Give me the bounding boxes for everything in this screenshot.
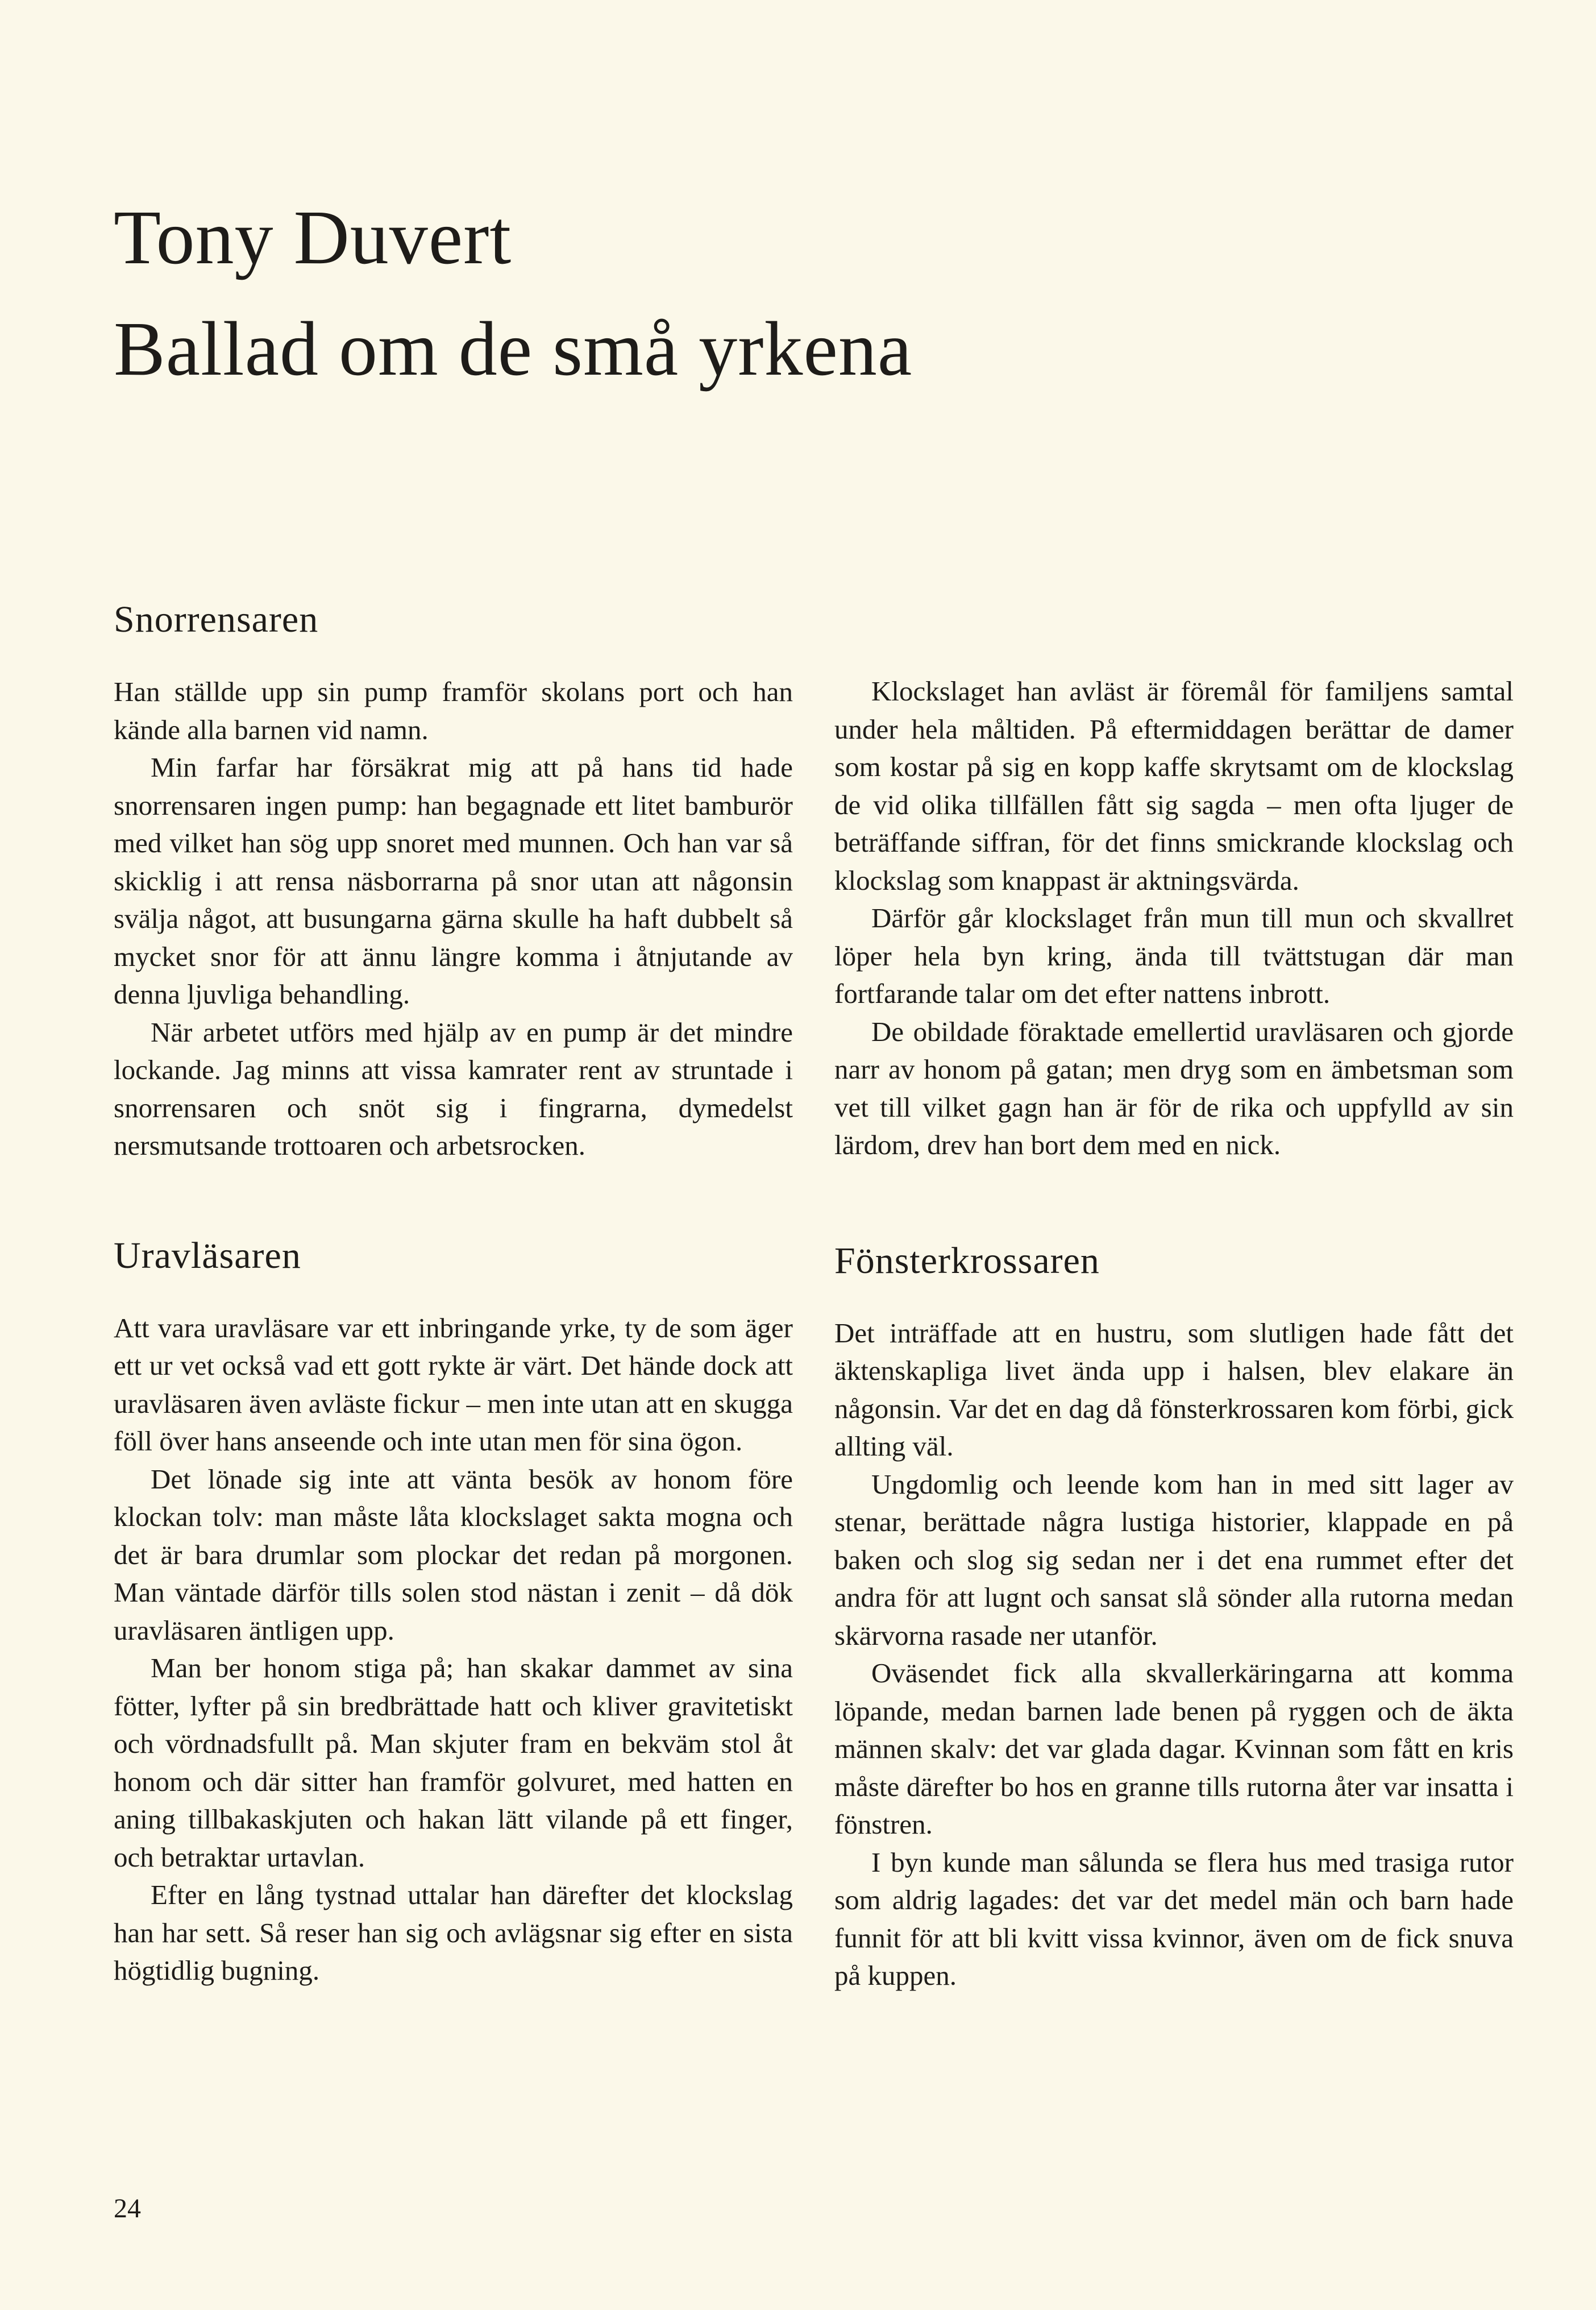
section-snorrensaren [114,597,793,1165]
section-heading: Uravläsaren [114,1234,301,1276]
paragraph: Det lönade sig inte att vänta besök av honom före klockan tolv: man måste låta klockslaget sakta mogna och det är bara drumlar som plockar det redan på morgonen. Man väntade därför tills solen stod nästan i zenit – då dök uravläsaren äntligen upp. [114,1463,793,1646]
article-title [114,182,1478,405]
section-heading: Snorrensaren [114,599,319,640]
paragraph: Han ställde upp sin pump framför skolans port och han kände alla barnen vid namn. [114,676,793,745]
section-fonsterkrossaren [834,1238,1514,1995]
paragraph: Efter en lång tystnad uttalar han därefter det klockslag han har sett. Så reser han sig och avlägsnar sig efter en sista högtidlig bugning. [114,1879,793,1986]
paragraph: Det inträffade att en hustru, som slutligen hade fått det äktenskapliga livet ända upp i halsen, blev elakare än någonsin. Var det en dag då fönsterkrossaren kom förbi, gick allting väl. [834,1317,1514,1462]
paragraph: De obildade föraktade emellertid uravläsaren och gjorde narr av honom på gatan; men dryg som en ämbetsman som vet till vilket gagn han är för de rika och uppfylld av sin lärdom, drev han bort dem med en nick. [834,1015,1514,1160]
paragraph: Min farfar har försäkrat mig att på hans tid hade snorrensaren ingen pump: han begagnade ett litet bamburör med vilket han sög upp snoret med munnen. Och han var så skicklig i att rensa näsborrarna på snor utan att någonsin svälja något, att busungarna gärna skulle ha haft dubbelt så mycket snor för att ännu längre komma i åtnjutande av denna ljuvliga behandling. [114,752,793,1010]
paragraph: I byn kunde man sålunda se flera hus med trasiga rutor som aldrig lagades: det var det medel män och barn hade funnit för att bli kvitt vissa kvinnor, även om de fick snuva på kuppen. [834,1846,1514,1991]
work-title: Ballad om de små yrkena [114,306,913,392]
paragraph: Man ber honom stiga på; han skakar dammet av sina fötter, lyfter på sin bredbrättade hatt och kliver gravitetiskt och vördnadsfullt på. Man skjuter fram en bekväm stol åt honom och där sitter han framför golvuret, med hatten en aning tillbakaskjuten och hakan lätt vilande på ett finger, och betraktar urtavlan. [114,1652,793,1873]
paragraph: När arbetet utförs med hjälp av en pump är det mindre lockande. Jag minns att vissa kamrater rent av struntade i snorrensaren och snöt sig i fingrarna, dymedelst nersmutsande trottoaren och arbetsrocken. [114,1016,793,1161]
paragraph: Ungdomlig och leende kom han in med sitt lager av stenar, berättade några lustiga historier, klappade en på baken och slog sig sedan ner i det ena rummet efter det andra för att lugnt och sansat slå sönder alla rutorna medan skärvorna rasade ner utanför. [834,1468,1514,1651]
right-column [834,673,1514,1995]
section-heading: Fönsterkrossaren [834,1239,1100,1282]
paragraph: Därför går klockslaget från mun till mun och skvallret löper hela byn kring, ända till tvättstugan där man fortfarande talar om det efter nattens inbrott. [834,902,1514,1009]
paragraph: Klockslaget han avläst är föremål för familjens samtal under hela måltiden. På eftermiddagen berättar de damer som kostar på sig en kopp kaffe skrytsamt om de klockslag de vid olika tillfällen fått sig sagda – men ofta ljuger de beträffande siffran, för det finns smickrande klockslag och klockslag som knappast är aktningsvärda. [834,675,1514,896]
section-uravlasaren [114,1233,793,1990]
paragraph: Oväsendet fick alla skvallerkäringarna att komma löpande, medan barnen lade benen på ryggen och de äkta männen skalv: det var glada dagar. Kvinnan som fått en kris måste därefter bo hos en granne tills rutorna åter var insatta i fönstren. [834,1657,1514,1840]
paragraph: Att vara uravläsare var ett inbringande yrke, ty de som äger ett ur vet också vad ett gott rykte är värt. Det hände dock att uravläsaren även avläste fickur – men inte utan att en skugga föll över hans anseende och inte utan men för sina ögon. [114,1312,793,1457]
left-column [114,597,793,1990]
section-uravlasaren-continued [834,673,1514,1164]
author-name: Tony Duvert [114,195,512,280]
page-number: 24 [114,2193,141,2224]
